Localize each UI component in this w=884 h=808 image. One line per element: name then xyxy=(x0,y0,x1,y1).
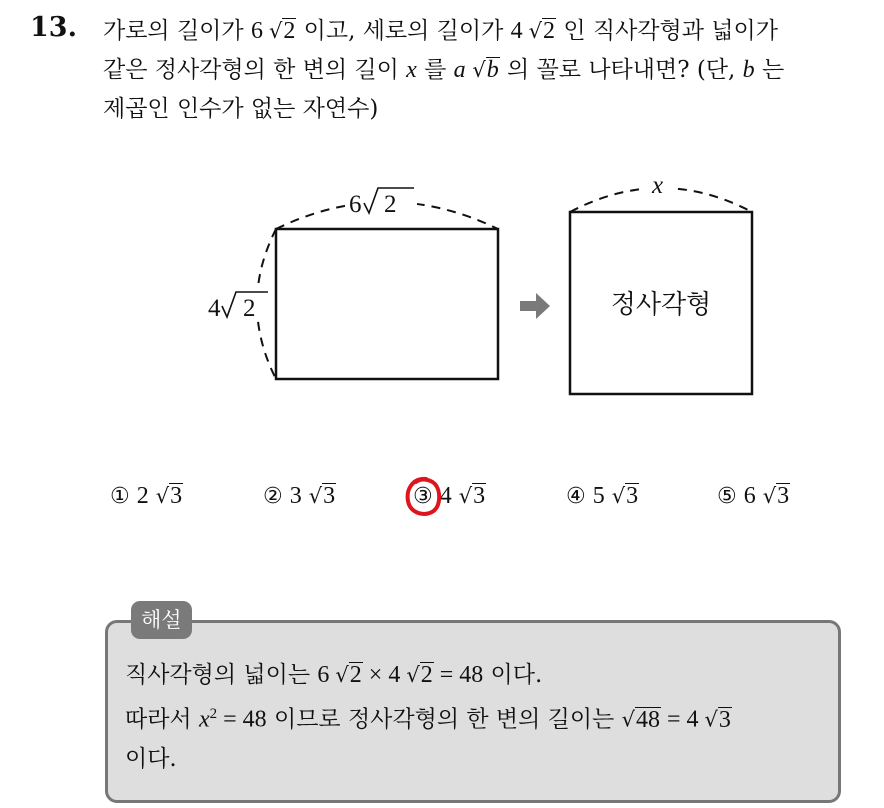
width-label-coef: 6 xyxy=(349,191,362,218)
text-segment: 같은 정사각형의 한 변의 길이 xyxy=(103,57,407,83)
explanation-line-1 xyxy=(125,656,835,695)
radical-sign: √ xyxy=(268,19,283,43)
radical-sign: √ xyxy=(528,19,543,43)
radical-sign: √ xyxy=(308,484,323,508)
math-exponent: 2 xyxy=(209,706,218,722)
math-variable: a xyxy=(453,57,466,83)
text-segment: 직사각형의 넓이는 xyxy=(125,662,318,688)
math-operator: × xyxy=(362,662,389,688)
math-variable: x xyxy=(198,706,210,733)
question-line-2 xyxy=(103,51,873,90)
math-coef: 4 xyxy=(388,662,407,688)
math-coef: 6 xyxy=(250,18,269,44)
width-label-radicand: 2 xyxy=(384,191,397,218)
radical-sign: √ xyxy=(704,707,718,732)
math-coef: 4 xyxy=(510,18,529,44)
arrow-icon xyxy=(520,293,550,319)
height-label-radicand: 2 xyxy=(243,295,256,322)
radicand: 3 xyxy=(170,483,183,509)
radicand: 3 xyxy=(323,483,336,509)
square-side-label: x xyxy=(652,172,664,199)
radicand: 3 xyxy=(777,483,790,509)
math-result: = 4 xyxy=(660,706,705,733)
question-line-3: 제곱인 인수가 없는 자연수) xyxy=(103,96,379,122)
text-segment: 인 직사각형과 넓이가 xyxy=(556,18,778,44)
choice-3[interactable] xyxy=(413,483,486,510)
text-segment: 이다. xyxy=(483,662,543,688)
height-label-coef: 4 xyxy=(208,295,221,322)
text-segment: 의 꼴로 나타내면? (단, xyxy=(499,57,743,83)
radicand: 48 xyxy=(635,706,660,733)
math-variable: b xyxy=(742,57,755,83)
radicand: 2 xyxy=(349,662,362,688)
math-result: = 48 xyxy=(217,706,267,733)
choice-number: ① xyxy=(110,484,130,509)
radical-sign: √ xyxy=(611,484,626,508)
question-number: 13. xyxy=(30,12,77,43)
explanation-body xyxy=(125,656,835,779)
square-label: 정사각형 xyxy=(610,290,712,320)
choice-coef: 5 xyxy=(592,483,605,509)
text-segment: 를 xyxy=(416,57,454,83)
radical-sign: √ xyxy=(762,484,777,508)
choice-1[interactable] xyxy=(110,483,183,510)
radical-sign: √ xyxy=(155,484,170,508)
answer-choices xyxy=(100,483,820,523)
explanation-line-2 xyxy=(125,695,835,740)
figure xyxy=(0,150,884,410)
choice-coef: 3 xyxy=(289,483,302,509)
question-line-1 xyxy=(103,12,873,51)
radicand: 3 xyxy=(626,483,639,509)
radicand: 3 xyxy=(718,706,731,733)
choice-4[interactable] xyxy=(566,483,639,510)
text-segment: 이고, 세로의 길이가 xyxy=(296,18,511,44)
text-segment: 이므로 정사각형의 한 변의 길이는 xyxy=(266,706,622,733)
explanation-line-3: 이다. xyxy=(125,745,177,772)
choice-number: ③ xyxy=(413,484,433,509)
explanation-tag: 해설 xyxy=(131,601,192,639)
radical-sign: √ xyxy=(465,58,486,82)
question-text xyxy=(103,12,873,129)
radicand: 3 xyxy=(473,483,486,509)
radical-sign: √ xyxy=(335,663,349,687)
text-segment: 는 xyxy=(754,57,785,83)
choice-2[interactable] xyxy=(263,483,336,510)
text-segment: 따라서 xyxy=(125,706,199,733)
choice-number: ② xyxy=(263,484,283,509)
choice-coef: 2 xyxy=(136,483,149,509)
choice-number: ④ xyxy=(566,484,586,509)
radical-sign: √ xyxy=(458,484,473,508)
radicand: 2 xyxy=(543,18,556,44)
text-segment: 가로의 길이가 xyxy=(103,18,251,44)
math-variable: x xyxy=(406,57,417,83)
radicand: 2 xyxy=(420,662,433,688)
math-result: = 48 xyxy=(433,662,484,688)
choice-coef: 6 xyxy=(743,483,756,509)
radical-sign: √ xyxy=(621,707,635,732)
radical-sign: √ xyxy=(406,663,420,687)
choice-5[interactable] xyxy=(717,483,790,510)
choice-coef: 4 xyxy=(439,483,452,509)
rectangle xyxy=(276,229,498,379)
radicand: b xyxy=(486,57,499,83)
choice-number: ⑤ xyxy=(717,484,737,509)
math-coef: 6 xyxy=(317,662,336,688)
radicand: 2 xyxy=(283,18,296,44)
